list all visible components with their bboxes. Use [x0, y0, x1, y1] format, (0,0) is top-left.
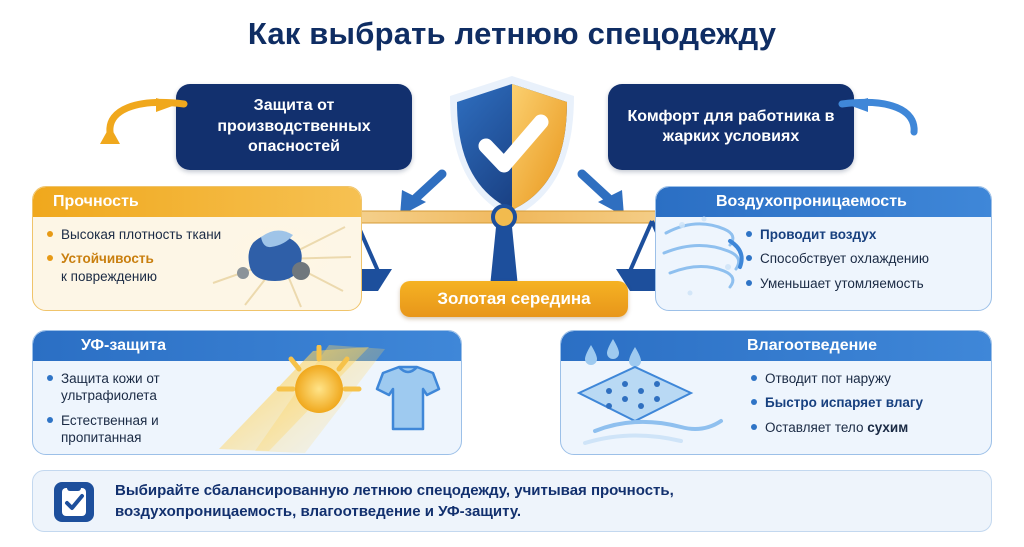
list-item: Оставляет тело сухим	[751, 419, 979, 436]
bullet-dot	[751, 375, 757, 381]
bullet-dot	[47, 255, 53, 261]
card-moisture-title: Влагоотведение	[747, 337, 878, 354]
pill-worker-comfort	[608, 84, 854, 170]
card-uv-body	[33, 361, 461, 454]
golden-middle-label: Золотая середина	[437, 289, 591, 308]
bullet-dot	[746, 280, 752, 286]
card-breathability	[655, 186, 992, 311]
bullet-dot	[47, 417, 53, 423]
sun-tshirt-icon	[209, 345, 457, 455]
list-item: Проводит воздух	[746, 226, 979, 243]
water-droplets-fabric-icon	[565, 339, 755, 455]
bullet-dot	[47, 375, 53, 381]
footer-text	[115, 480, 674, 523]
card-moisture-body	[561, 361, 991, 454]
bullet-dot	[746, 231, 752, 237]
bullet-dot	[751, 424, 757, 430]
footer-summary	[32, 470, 992, 532]
pill-protection-hazards	[176, 84, 412, 170]
list-item: Естественная и пропитанная	[47, 412, 237, 447]
card-moisture-wicking	[560, 330, 992, 455]
card-breathability-bullets	[746, 226, 979, 292]
pill-left-label: Защита от производственных опасностей	[217, 97, 371, 156]
card-moisture-bullets	[751, 370, 979, 436]
page-title: Как выбрать летнюю спецодежду	[247, 16, 777, 51]
card-uv-protection	[32, 330, 462, 455]
card-breathability-title: Воздухопроницаемость	[716, 193, 907, 210]
bullet-dot	[746, 255, 752, 261]
list-item: Высокая плотность ткани	[47, 226, 257, 243]
pill-right-label: Комфорт для работника в жарких условиях	[627, 107, 835, 145]
list-item: Защита кожи от ультрафиолета	[47, 370, 237, 405]
card-durability-bullets	[47, 226, 257, 285]
bullet-dot	[47, 231, 53, 237]
clipboard-check-icon	[51, 478, 97, 524]
arrow-left-orange-icon	[96, 96, 188, 152]
list-item: Отводит пот наружу	[751, 370, 979, 387]
list-item: Устойчивость к повреждению	[47, 250, 257, 285]
air-flow-icon	[660, 207, 756, 311]
footer-line-2: воздухопроницаемость, влагоотведение и УФ-защиту.	[115, 503, 522, 520]
card-durability-title: Прочность	[53, 193, 139, 210]
list-item: Способствует охлаждению	[746, 250, 979, 267]
card-durability	[32, 186, 362, 311]
arrow-right-blue-icon	[836, 96, 928, 152]
list-item: Уменьшает утомляемость	[746, 275, 979, 292]
card-breathability-body	[656, 217, 991, 310]
bullet-dot	[751, 399, 757, 405]
card-uv-title: УФ-защита	[81, 337, 167, 354]
list-item: Быстро испаряет влагу	[751, 394, 979, 411]
golden-middle-badge	[400, 281, 628, 317]
card-durability-body	[33, 217, 361, 310]
footer-line-1: Выбирайте сбалансированную летнюю спецодежду, учитывая прочность,	[115, 481, 674, 499]
